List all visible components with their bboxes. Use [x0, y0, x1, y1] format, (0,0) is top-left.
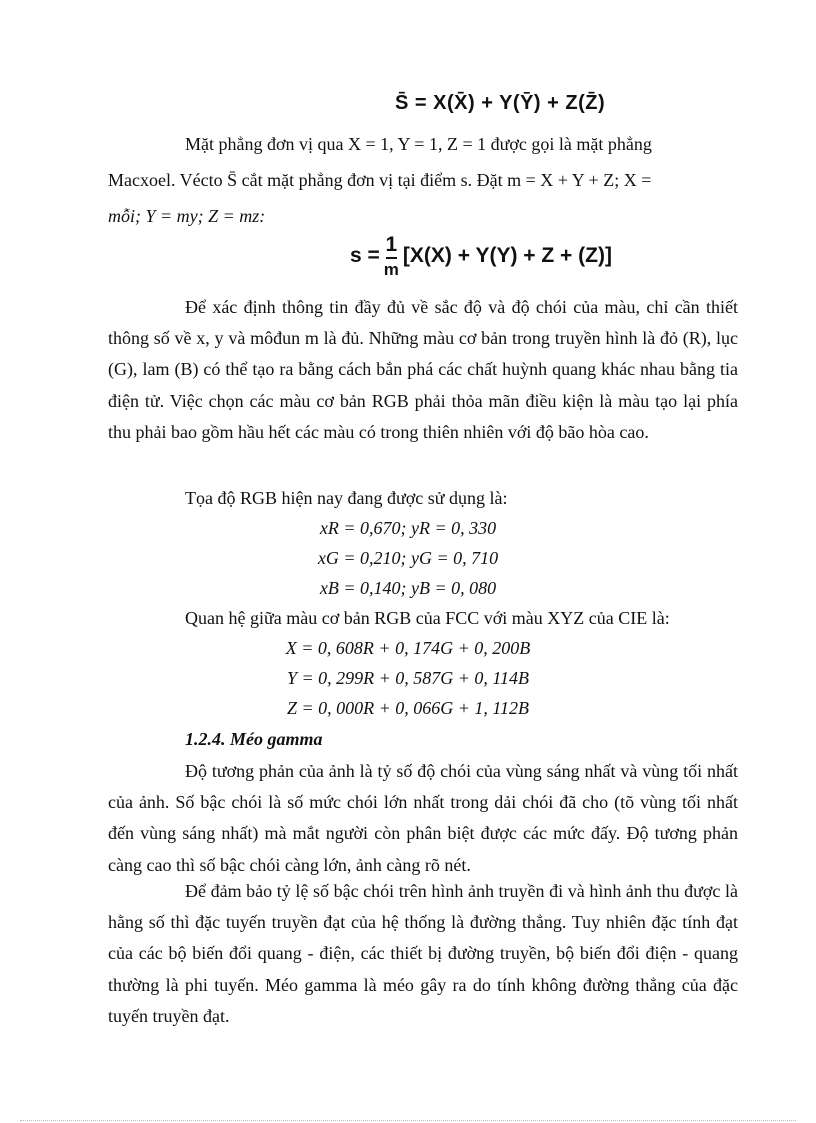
- equation-lhs: s =: [350, 244, 380, 267]
- equation-normalized-s: [350, 234, 612, 278]
- fraction-denominator: m: [383, 260, 399, 279]
- paragraph-color-info: Để xác định thông tin đầy đủ về sắc độ và độ chói của màu, chỉ cần thiết thông số về x, y và môđun m là đủ. Những màu cơ bản trong truyền hình là đỏ (R), lục (G), lam (B) có thể tạo ra bằng cách bắn phá các chất huỳnh quang khác nhau bằng tia điện tử. Việc chọn các màu cơ bản RGB phải thỏa mãn điều kiện là màu tạo lại phía thu phải bao gồm hầu hết các màu có trong thiên nhiên với độ bão hòa cao.: [108, 297, 738, 442]
- paragraph-line: mỗi; Y = my; Z = mz:: [108, 206, 266, 226]
- equation-vector-s: S̄ = X(X̄) + Y(Ȳ) + Z(Z̄): [395, 92, 606, 114]
- paragraph-gamma: Để đảm bảo tỷ lệ số bậc chói trên hình ảnh truyền đi và hình ảnh thu được là hằng số thì đặc tuyến truyền đạt của hệ thống là đường thẳng. Tuy nhiên đặc tính đạt của các bộ biến đổi quang - điện, các thiết bị đường truyền, bộ biến đổi điện - quang thường là phi tuyến. Méo gamma là méo gây ra do tính không đường thẳng của đặc tuyến truyền đạt.: [108, 881, 738, 1026]
- conversion-y: Y = 0, 299R + 0, 587G + 0, 114B: [286, 668, 530, 688]
- equation-rhs: [X(X) + Y(Y) + Z + (Z)]: [402, 244, 612, 267]
- fraction-numerator: 1: [386, 234, 398, 259]
- paragraph-fcc-cie: Quan hệ giữa màu cơ bản RGB của FCC với màu XYZ của CIE là:: [185, 608, 670, 628]
- paragraph-line: Macxoel. Vécto S̄ cắt mặt phẳng đơn vị tại điểm s. Đặt m = X + Y + Z; X =: [108, 170, 652, 190]
- page-bottom-border: [20, 1120, 796, 1121]
- fraction: [384, 234, 399, 278]
- section-heading: 1.2.4. Méo gamma: [185, 729, 323, 749]
- conversion-x: X = 0, 608R + 0, 174G + 0, 200B: [285, 638, 531, 658]
- paragraph-line: Mặt phẳng đơn vị qua X = 1, Y = 1, Z = 1 được gọi là mặt phẳng: [185, 134, 652, 154]
- coordinate-r: xR = 0,670; yR = 0, 330: [319, 518, 497, 538]
- coordinate-b: xB = 0,140; yB = 0, 080: [319, 578, 497, 598]
- paragraph-contrast: Độ tương phản của ảnh là tỷ số độ chói của vùng sáng nhất và vùng tối nhất của ảnh. Số bậc chói là số mức chói lớn nhất trong dải chói đã cho (tõ vùng tối nhất đến vùng sáng nhất) mà mắt người còn phân biệt được các mức đấy. Độ tương phản càng cao thì số bậc chói càng lớn, ảnh càng rõ nét.: [108, 761, 738, 875]
- paragraph-rgb-intro: Tọa độ RGB hiện nay đang được sử dụng là:: [185, 488, 508, 508]
- conversion-z: Z = 0, 000R + 0, 066G + 1, 112B: [286, 698, 530, 718]
- coordinate-g: xG = 0,210; yG = 0, 710: [317, 548, 499, 568]
